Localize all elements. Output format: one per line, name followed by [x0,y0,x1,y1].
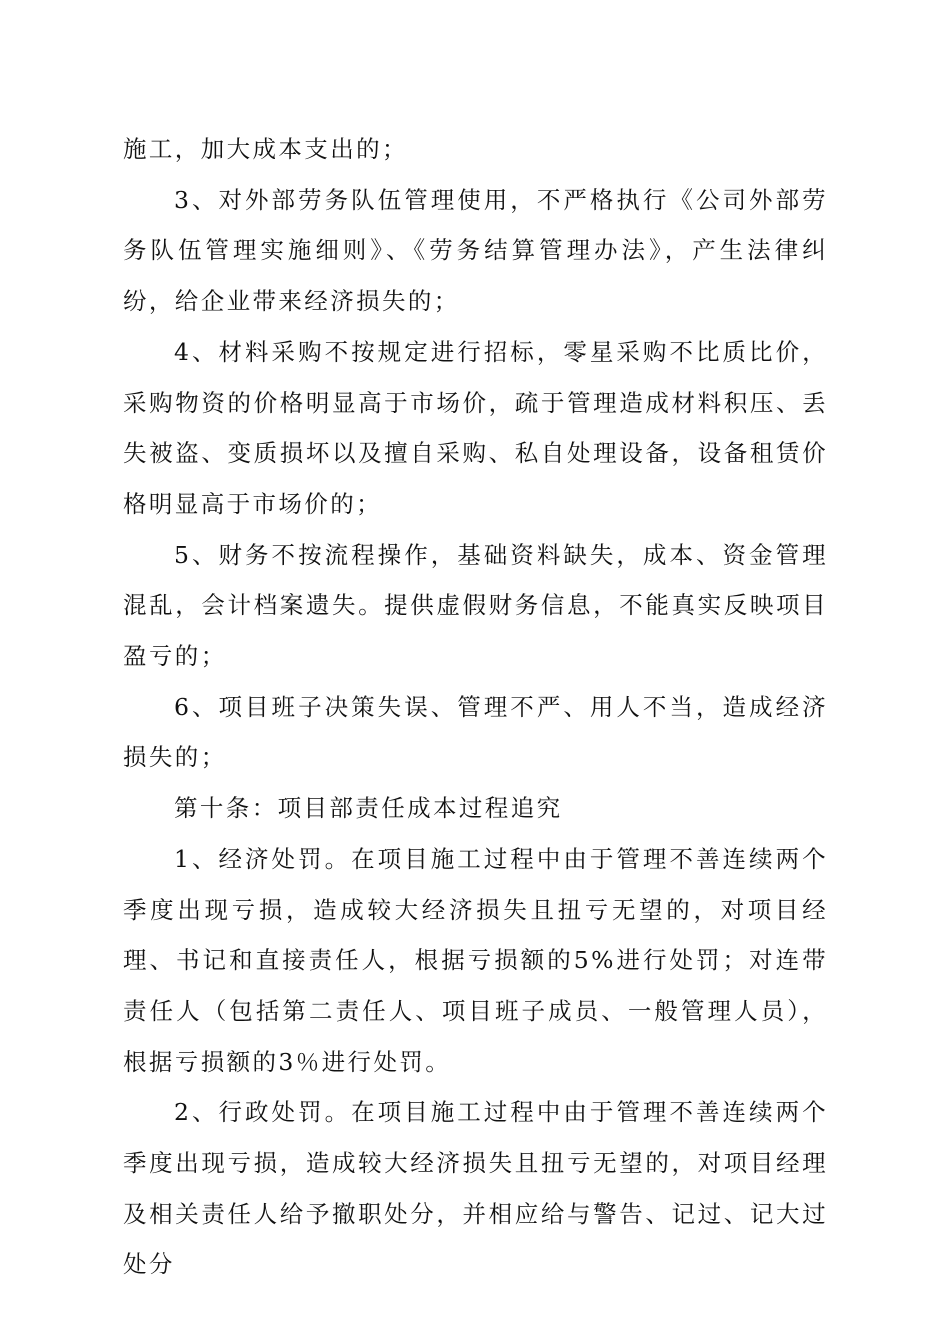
article-heading: 第十条：项目部责任成本过程追究 [174,794,563,823]
paragraph-item-4: 4、材料采购不按规定进行招标，零星采购不比质比价，采购物资的价格明显高于市场价，疏于管理造成材料积压、丢失被盗、变质损坏以及擅自采购、私自处理设备，设备租赁价格明显高于市场价的； [123,337,828,518]
paragraph-economic-penalty: 1、经济处罚。在项目施工过程中由于管理不善连续两个季度出现亏损，造成较大经济损失且扭亏无望的，对项目经理、书记和直接责任人，根据亏损额的5%进行处罚；对连带责任人（包括第二责任人、项目班子成员、一般管理人员），根据亏损额的3％进行处罚。 [123,844,828,1076]
paragraph-item-6: 6、项目班子决策失误、管理不严、用人不当，造成经济损失的； [123,692,828,772]
paragraph-item-3: 3、对外部劳务队伍管理使用，不严格执行《公司外部劳务队伍管理实施细则》、《劳务结算管理办法》，产生法律纠纷，给企业带来经济损失的； [123,185,828,316]
paragraph-continuation: 施工，加大成本支出的； [123,135,408,163]
document-body [123,124,828,1290]
paragraph-item-5: 5、财务不按流程操作，基础资料缺失，成本、资金管理混乱，会计档案遗失。提供虚假财务信息，不能真实反映项目盈亏的； [123,540,828,671]
paragraph-administrative-penalty: 2、行政处罚。在项目施工过程中由于管理不善连续两个季度出现亏损，造成较大经济损失且扭亏无望的，对项目经理及相关责任人给予撤职处分，并相应给与警告、记过、记大过处分 [123,1098,828,1279]
